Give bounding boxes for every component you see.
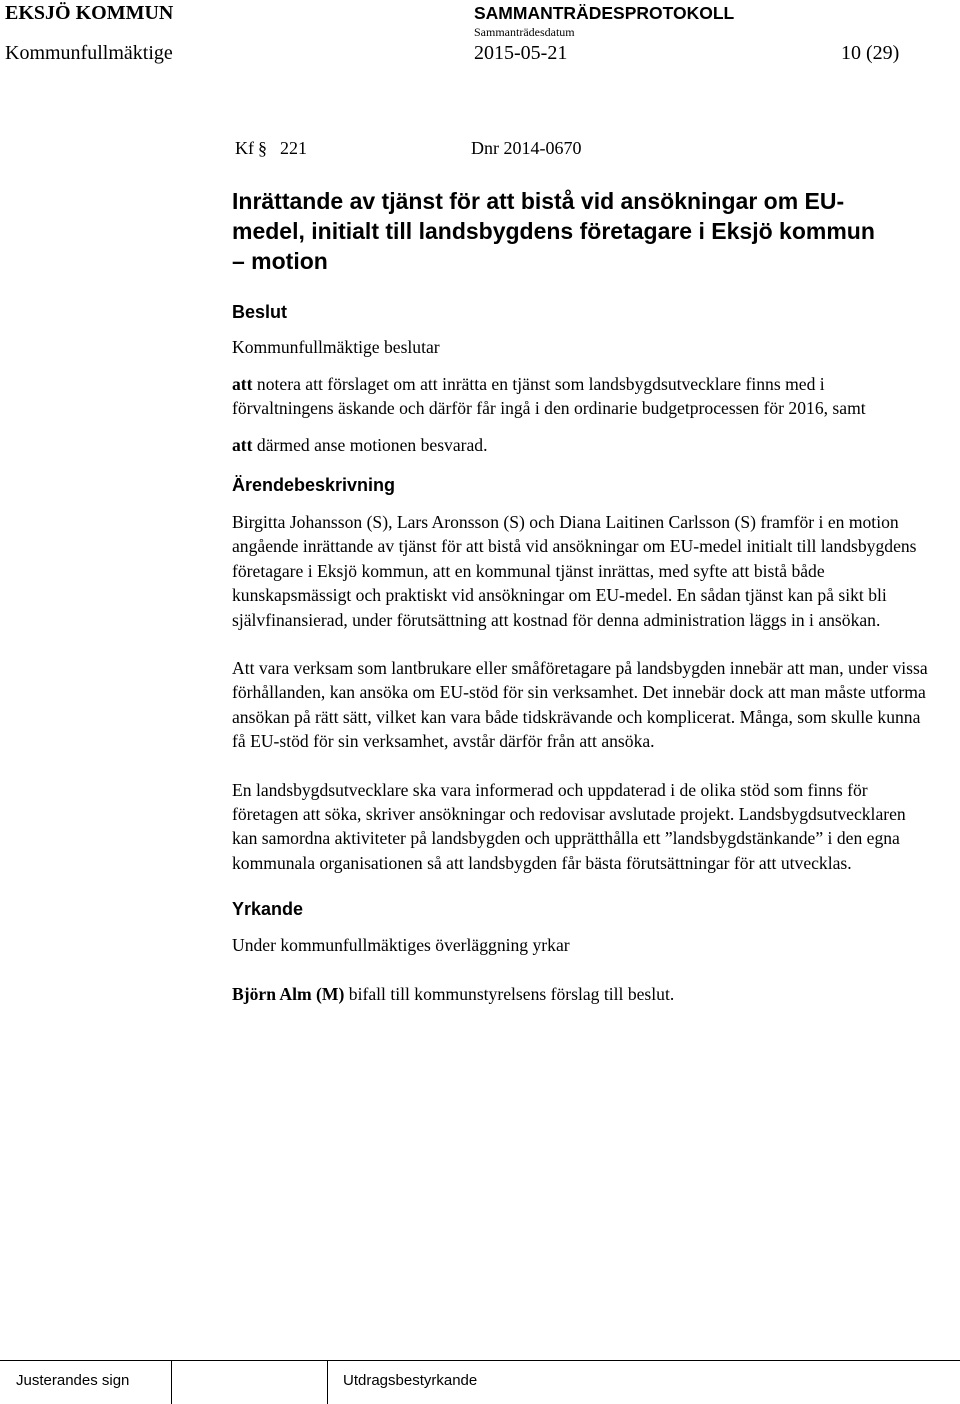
motion-heading: Yrkande [232, 899, 304, 920]
decision-item-text: därmed anse motionen besvarad. [252, 434, 488, 455]
council-name: Kommunfullmäktige [5, 42, 173, 64]
description-paragraph: En landsbygdsutvecklare ska vara informerad och uppdaterad i de olika stöd som finns för företagen att söka, skriver ansökningar och redovisar avslutade projekt. Landsbygdsutvecklaren kan samordna aktiviteter på landsbygden och upprätthålla ett ”landsbygdstänkande” i den egna kommunala organisationen så att landsbygden får bästa förutsättningar för att utvecklas. [232, 779, 906, 873]
motion-statement [232, 982, 932, 1006]
signature-label: Justerandes sign [16, 1372, 130, 1389]
decision-item-text: notera att förslaget om att inrätta en tjänst som landsbygdsutvecklare finns med i förvaltningens äskande och därför får ingå i den ordinarie budgetprocessen för 2016, samt [232, 373, 866, 418]
decision-item [232, 372, 887, 421]
decision-intro: Kommunfullmäktige beslutar [232, 337, 440, 357]
case-description-heading: Ärendebeskrivning [232, 475, 396, 495]
motion-intro: Under kommunfullmäktiges överläggning yrkar [232, 935, 570, 956]
extract-certification-label: Utdragsbestyrkande [343, 1372, 478, 1389]
decision-item [232, 433, 932, 458]
paragraph-symbol: § [258, 138, 267, 158]
footer-cell-divider [171, 1360, 172, 1404]
meeting-date-label: Sammanträdesdatum [474, 25, 575, 39]
decision-item-lead: att [232, 434, 253, 455]
description-paragraph: Att vara verksam som lantbrukare eller småföretagare på landsbygden innebär att man, under vissa förhållanden, kan ansöka om EU-stöd för sin verksamhet. Det innebär dock att man måste utforma ansökan på rätt sätt, vilket kan vara både tidskrävande och komplicerat. Många, som skulle kunna få EU-stöd för sin verksamhet, avstår därför från att ansöka. [232, 658, 928, 752]
page-number: 10 (29) [841, 42, 900, 64]
footer-cell-divider [327, 1360, 328, 1404]
municipality-name: EKSJÖ KOMMUN [5, 2, 174, 24]
decision-item-lead: att [232, 373, 253, 394]
case-title: Inrättande av tjänst för att bistå vid ansökningar om EU-medel, initialt till landsbygdens företagare i Eksjö kommun – motion [232, 188, 875, 274]
case-prefix: Kf [235, 138, 254, 158]
document-body [232, 186, 932, 1006]
decision-heading: Beslut [232, 302, 288, 322]
case-number: 221 [280, 138, 307, 158]
description-paragraph: Birgitta Johansson (S), Lars Aronsson (S) och Diana Laitinen Carlsson (S) framför i en motion angående inrättande av tjänst för att bistå vid ansökningar om EU-medel initialt till landsbygdens företagare i Eksjö kommun, att en kommunal tjänst inrättas, med syfte att bistå både kunskapsmässigt och praktiskt vid ansökningar om EU-medel. En sådan tjänst kan på sikt bli självfinansierad, under förutsättning att kostnad för denna administration läggs in i ansökan. [232, 512, 917, 630]
document-type: SAMMANTRÄDESPROTOKOLL [474, 3, 735, 23]
motion-person: Björn Alm (M) [232, 983, 345, 1004]
motion-text: bifall till kommunstyrelsens förslag till beslut. [344, 983, 675, 1004]
registration-number: Dnr 2014-0670 [471, 138, 582, 158]
meeting-date: 2015-05-21 [474, 42, 568, 64]
footer-divider [0, 1360, 960, 1361]
